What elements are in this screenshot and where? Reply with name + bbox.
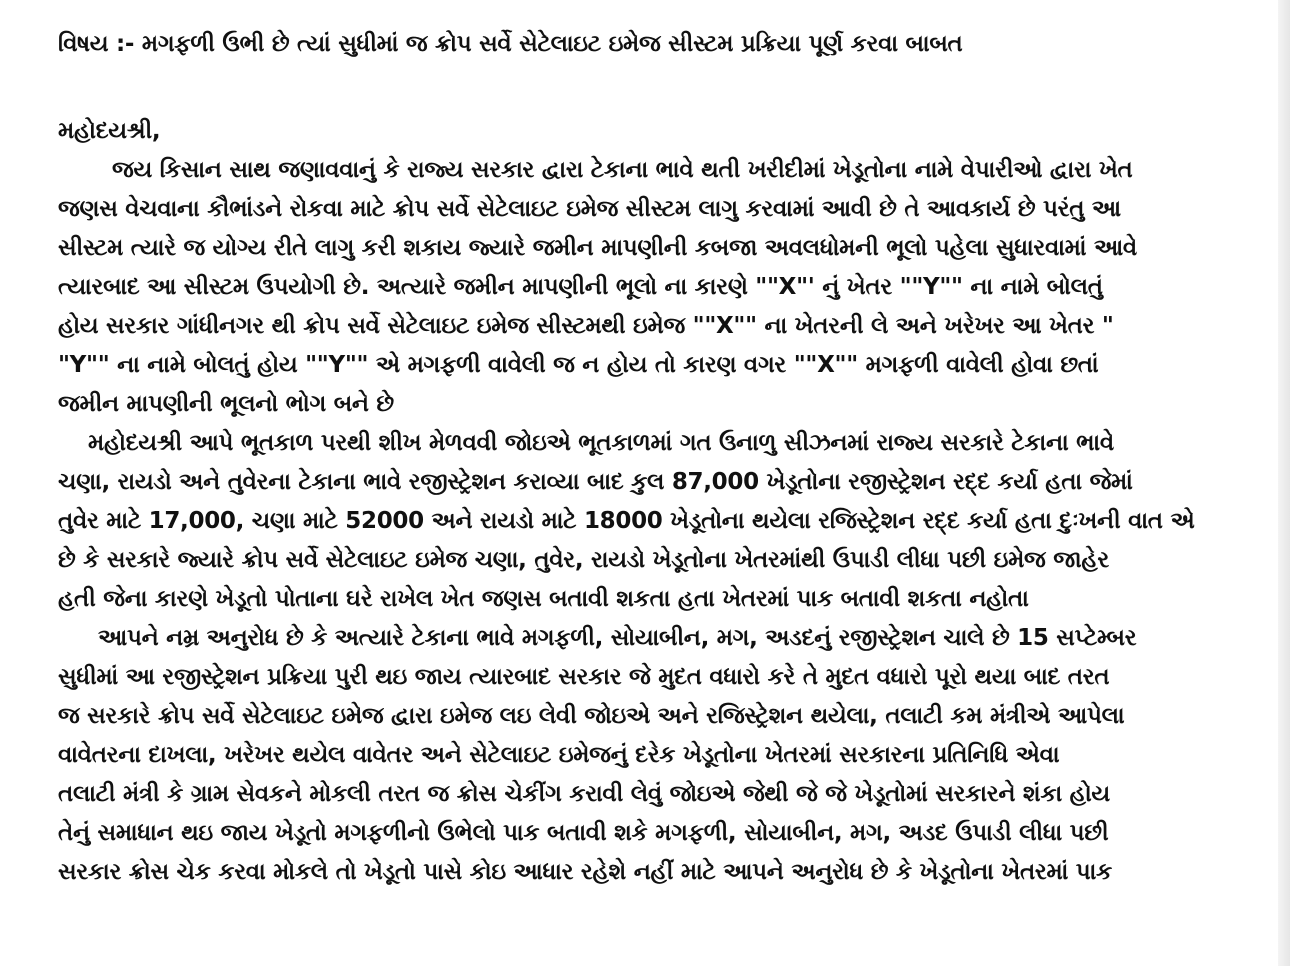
- body-line: ત્યારબાદ આ સીસ્ટમ ઉપયોગી છે. અત્યારે જમીન માપણીની ભૂલો ના કારણે ""X"' નું ખેતર ""Y"" ના નામે બોલતું: [58, 274, 1103, 300]
- page-edge-shadow: [1278, 0, 1290, 966]
- body-line: જય કિસાન સાથ જણાવવાનું કે રાજ્ય સરકાર દ્વારા ટેકાના ભાવે થતી ખરીદીમાં ખેડૂતોના નામે વેપારીઓ દ્વારા ખેત: [112, 157, 1133, 183]
- body-line: છે કે સરકારે જ્યારે ક્રોપ સર્વે સેટેલાઇટ ઇમેજ ચણા, તુવેર, રાયડો ખેડૂતોના ખેતરમાંથી ઉપાડી લીધા પછી ઇમેજ જાહેર: [58, 547, 1109, 573]
- body-line: જમીન માપણીની ભૂલનો ભોગ બને છે: [58, 391, 394, 417]
- blank-line: [58, 66, 1258, 111]
- body-line: સીસ્ટમ ત્યારે જ યોગ્ય રીતે લાગુ કરી શકાય જ્યારે જમીન માપણીની કબજા અવલધોમની ભૂલો પહેલા સુધારવામાં આવે: [58, 235, 1137, 261]
- body-line: તુવેર માટે 17,000, ચણા માટે 52000 અને રાયડો માટે 18000 ખેડૂતોના થયેલા રજિસ્ટ્રેશન રદ્દ કર્યા હતા દુઃખની વાત એ: [58, 508, 1195, 534]
- body-line: જ સરકારે ક્રોપ સર્વે સેટેલાઇટ ઇમેજ દ્વારા ઇમેજ લઇ લેવી જોઇએ અને રજિસ્ટ્રેશન થયેલા, તલાટી કમ મંત્રીએ આપેલા: [58, 703, 1125, 729]
- body-line: હોય સરકાર ગાંધીનગર થી ક્રોપ સર્વે સેટેલાઇટ ઇમેજ સીસ્ટમથી ઇમેજ ""X"" ના ખેતરની લે અને ખરેખર આ ખેતર ": [58, 313, 1114, 339]
- body-line: મહોદયશ્રી આપે ભૂતકાળ પરથી શીખ મેળવવી જોઇએ ભૂતકાળમાં ગત ઉનાળુ સીઝનમાં રાજ્ય સરકારે ટેકાના ભાવે: [88, 430, 1114, 456]
- body-line: જણસ વેચવાના કૌભાંડને રોકવા માટે ક્રોપ સર્વે સેટેલાઇટ ઇમેજ સીસ્ટમ લાગુ કરવામાં આવી છે તે આવકાર્ય છે પરંતુ આ: [58, 196, 1121, 222]
- body-line: આપને નમ્ર અનુરોધ છે કે અત્યારે ટેકાના ભાવે મગફળી, સોયાબીન, મગ, અડદનું રજીસ્ટ્રેશન ચાલે છે 15 સપ્ટેમ્બર: [98, 625, 1137, 651]
- body-line: સુધીમાં આ રજીસ્ટ્રેશન પ્રક્રિયા પુરી થઇ જાય ત્યારબાદ સરકાર જે મુદત વધારો કરે તે મુદત વધારો પૂરો થયા બાદ તરત: [58, 664, 1110, 690]
- letter-subject: વિષય :- મગફળી ઉભી છે ત્યાં સુધીમાં જ ક્રોપ સર્વે સેટેલાઇટ ઇમેજ સીસ્ટમ પ્રક્રિયા પૂર્ણ કરવા બાબત: [58, 31, 963, 57]
- body-line: ચણા, રાયડો અને તુવેરના ટેકાના ભાવે રજીસ્ટ્રેશન કરાવ્યા બાદ કુલ 87,000 ખેડૂતોના રજીસ્ટ્રેશન રદ્દ કર્યા હતા જેમાં: [58, 469, 1133, 495]
- body-line: વાવેતરના દાખલા, ખરેખર થયેલ વાવેતર અને સેટેલાઇટ ઇમેજનું દરેક ખેડૂતોના ખેતરમાં સરકારના પ્રતિનિધિ એવા: [58, 742, 1060, 768]
- body-line: "Y"" ના નામે બોલતું હોય ""Y"" એ મગફળી વાવેલી જ ન હોય તો કારણ વગર ""X"" મગફળી વાવેલી હોવા છતાં: [58, 352, 1099, 378]
- body-line: હતી જેના કારણે ખેડૂતો પોતાના ઘરે રાખેલ ખેત જણસ બતાવી શકતા હતા ખેતરમાં પાક બતાવી શકતા નહોતા: [58, 586, 1029, 612]
- letter-document: [58, 22, 1258, 892]
- body-line: તલાટી મંત્રી કે ગ્રામ સેવકને મોકલી તરત જ ક્રોસ ચેકીંગ કરાવી લેવું જોઇએ જેથી જે જે ખેડૂતોમાં સરકારને શંકા હોય: [58, 781, 1110, 807]
- body-line: તેનું સમાધાન થઇ જાય ખેડૂતો મગફળીનો ઉભેલો પાક બતાવી શકે મગફળી, સોયાબીન, મગ, અડદ ઉપાડી લીધા પછી: [58, 820, 1109, 846]
- body-line: સરકાર ક્રોસ ચેક કરવા મોકલે તો ખેડૂતો પાસે કોઇ આધાર રહેશે નહીં માટે આપને અનુરોધ છે કે ખેડૂતોના ખેતરમાં પાક: [58, 859, 1112, 885]
- letter-salutation: મહોદયશ્રી,: [58, 118, 161, 144]
